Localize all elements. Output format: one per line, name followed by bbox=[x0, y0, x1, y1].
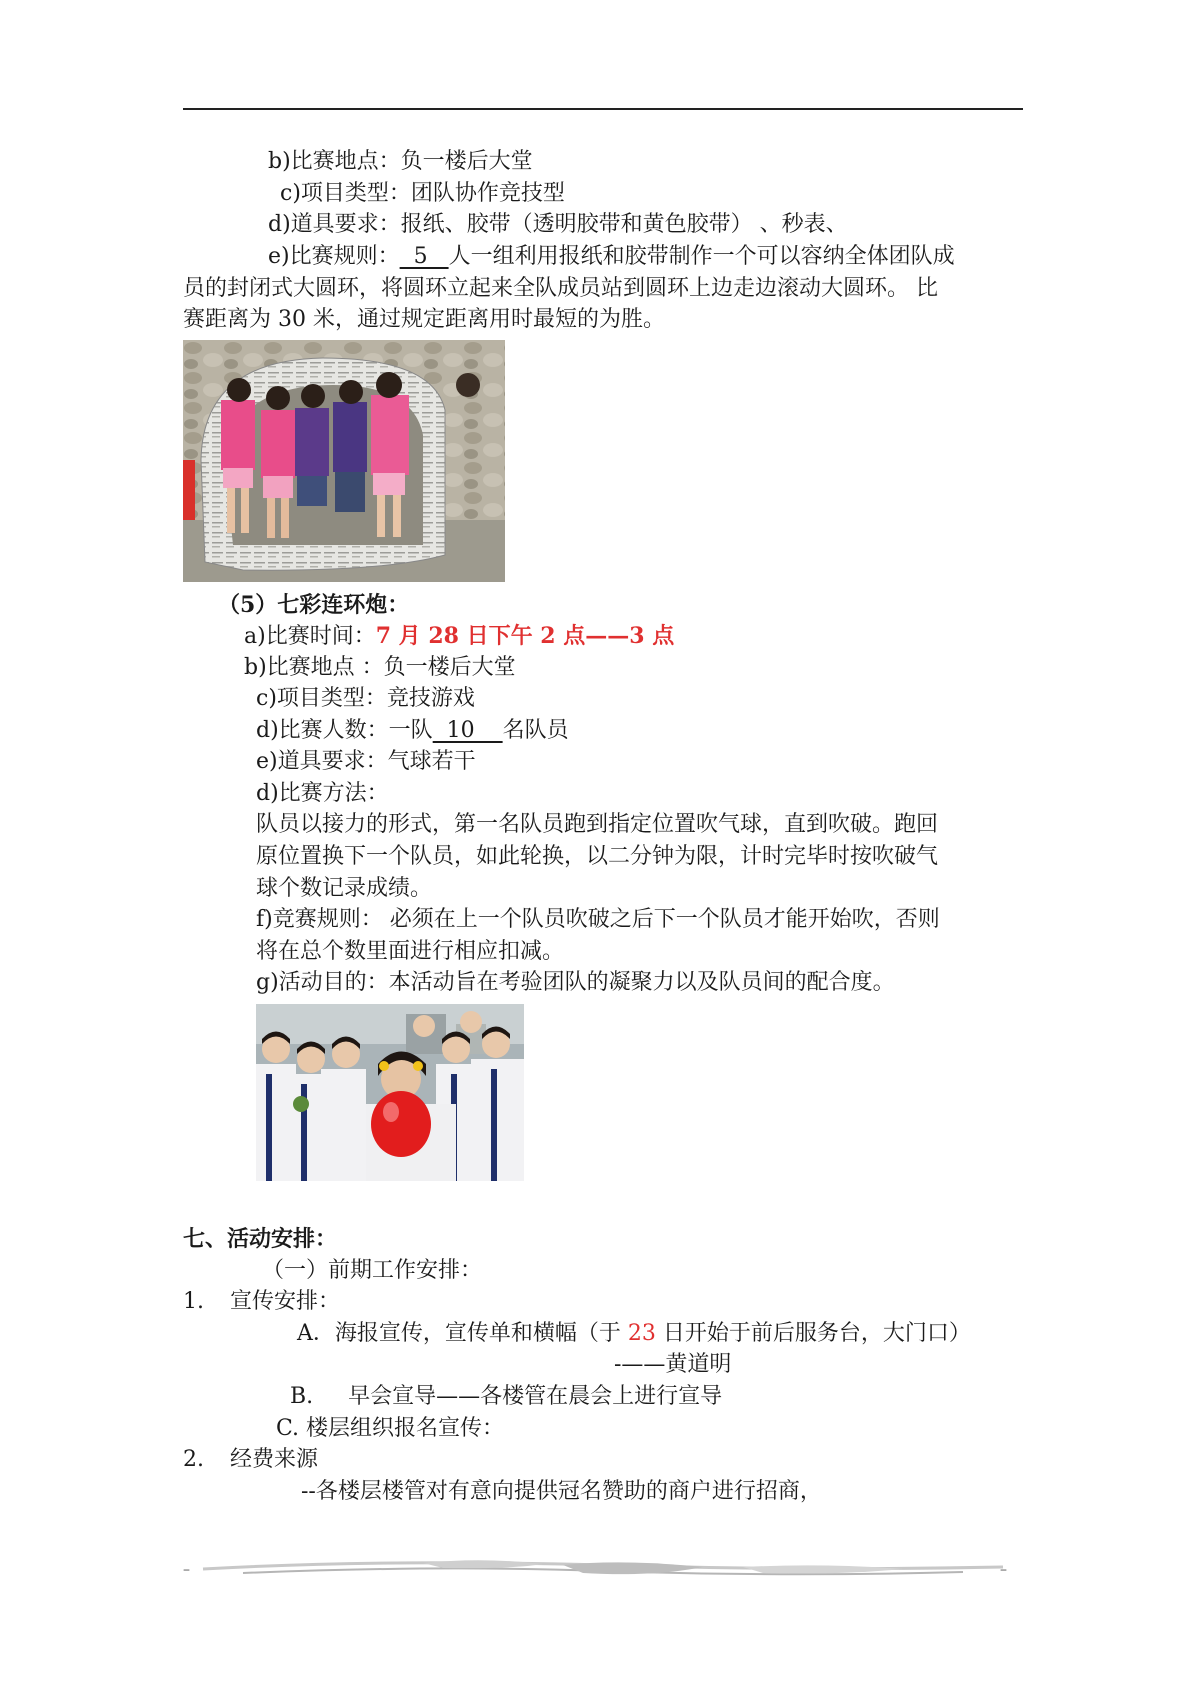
game5-method-line1: 队员以接力的形式，第一名队员跑到指定位置吹气球，直到吹破。跑回 bbox=[256, 812, 939, 837]
header-rule bbox=[183, 108, 1023, 110]
game4-team-size: 5 bbox=[399, 244, 449, 269]
newspaper-ring-image bbox=[183, 340, 505, 582]
game4-rules-line2: 员的封闭式大圆环，将圆环立起来全队成员站到圆环上边走边滚动大圆环。 比 bbox=[183, 276, 938, 301]
item1-label: 宣传安排： bbox=[230, 1289, 341, 1314]
item2-text: --各楼层楼管对有意向提供冠名赞助的商户进行招商， bbox=[301, 1479, 822, 1504]
game4-rules-line1 bbox=[268, 241, 955, 273]
balloon-game-photo bbox=[256, 1004, 524, 1181]
game5-method-line3: 球个数记录成绩。 bbox=[256, 876, 433, 901]
game5-goal: g)活动目的：本活动旨在考验团队的凝聚力以及队员间的配合度。 bbox=[256, 970, 895, 995]
footer-brush-decoration bbox=[183, 1555, 1023, 1585]
game4-rules-label: e)比赛规则： bbox=[268, 244, 400, 269]
game5-headcount-number: 10 bbox=[432, 718, 503, 743]
newspaper-ring-photo bbox=[183, 340, 505, 582]
item1-A-date: 23 bbox=[627, 1321, 656, 1346]
item2-label: 经费来源 bbox=[230, 1447, 319, 1472]
item1-A bbox=[297, 1318, 971, 1350]
game5-rules-line2: 将在总个数里面进行相应扣减。 bbox=[256, 939, 565, 964]
item2-number: 2. bbox=[183, 1447, 204, 1472]
item1-A-suffix: 日开始于前后服务台，大门口） bbox=[655, 1321, 971, 1346]
game5-type: c)项目类型：竞技游戏 bbox=[256, 686, 475, 711]
game5-method-line2: 原位置换下一个队员，如此轮换，以二分钟为限，计时完毕时按吹破气 bbox=[256, 844, 939, 869]
game4-rules-text: 人一组利用报纸和胶带制作一个可以容纳全体团队成 bbox=[448, 244, 955, 269]
game5-headcount-suffix: 名队员 bbox=[502, 718, 569, 743]
balloon-game-image bbox=[256, 1004, 524, 1181]
game5-method-label: d)比赛方法： bbox=[256, 781, 389, 806]
brush-stroke-icon bbox=[183, 1555, 1023, 1585]
game5-time bbox=[244, 620, 674, 653]
item1-B: B. 早会宣导——各楼管在晨会上进行宣导 bbox=[290, 1384, 723, 1409]
game5-time-value: 7 月 28 日下午 2 点——3 点 bbox=[375, 623, 675, 649]
game5-location: b)比赛地点 ：负一楼后大堂 bbox=[244, 655, 516, 680]
game5-headcount bbox=[256, 715, 569, 747]
game5-title: （5）七彩连环炮： bbox=[218, 592, 410, 618]
game4-props: d)道具要求：报纸、胶带（透明胶带和黄色胶带） 、秒表、 bbox=[268, 212, 848, 237]
section7-sub1: （一）前期工作安排： bbox=[262, 1258, 483, 1283]
item1-C: C. 楼层组织报名宣传： bbox=[276, 1416, 505, 1441]
game5-props: e)道具要求：气球若干 bbox=[256, 749, 476, 774]
item1-A-person: -——黄道明 bbox=[614, 1352, 732, 1377]
footer-right-mark: – bbox=[1000, 1562, 1007, 1578]
game5-headcount-label: d)比赛人数：一队 bbox=[256, 718, 433, 743]
game5-time-label: a)比赛时间： bbox=[244, 624, 376, 649]
game4-rules-line3: 赛距离为 30 米，通过规定距离用时最短的为胜。 bbox=[183, 307, 665, 332]
item1-A-prefix: A．海报宣传，宣传单和横幅（于 bbox=[297, 1321, 628, 1346]
game4-location: b)比赛地点：负一楼后大堂 bbox=[268, 149, 533, 174]
item1-number: 1. bbox=[183, 1289, 204, 1314]
game5-rules-line1: f)竞赛规则： 必须在上一个队员吹破之后下一个队员才能开始吹，否则 bbox=[256, 907, 940, 932]
footer-left-mark: – bbox=[183, 1562, 190, 1578]
game4-type: c)项目类型：团队协作竞技型 bbox=[280, 181, 565, 206]
section7-title: 七、活动安排： bbox=[183, 1226, 338, 1252]
